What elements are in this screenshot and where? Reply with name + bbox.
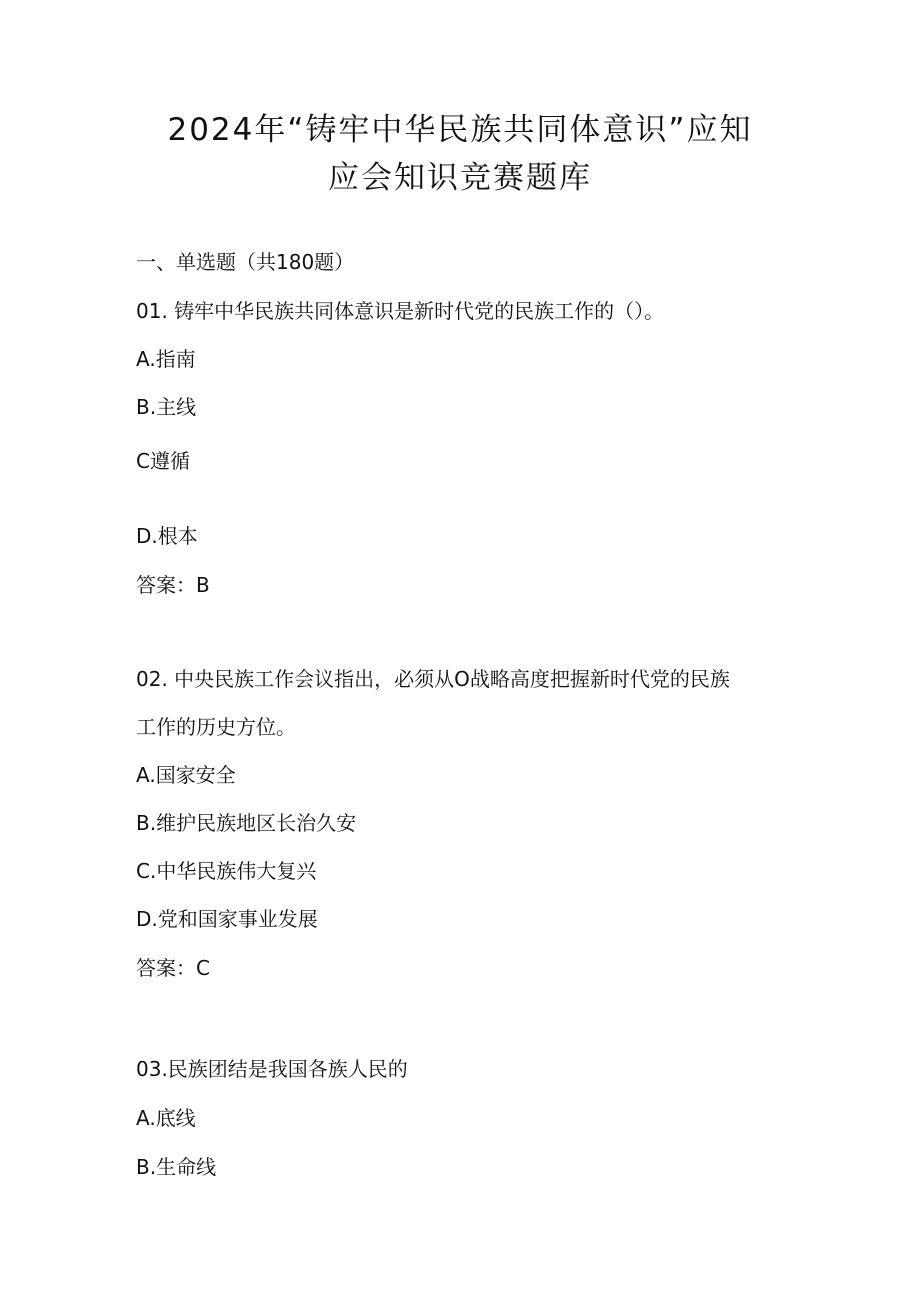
question-1-option-b: B.主线 xyxy=(136,395,197,419)
document-title-line-1: 2024年“铸牢中华民族共同体意识”应知 xyxy=(167,112,753,148)
question-1-option-c: C遵循 xyxy=(136,449,190,473)
question-2-stem-line-2: 工作的历史方位。 xyxy=(136,715,296,739)
question-1-answer: 答案：B xyxy=(136,573,210,597)
question-3-stem: 03.民族团结是我国各族人民的 xyxy=(136,1057,408,1081)
question-1-stem: 01. 铸牢中华民族共同体意识是新时代党的民族工作的（）。 xyxy=(136,299,665,323)
question-2-option-b: B.维护民族地区长治久安 xyxy=(136,811,357,835)
question-3-option-b: B.生命线 xyxy=(136,1155,217,1179)
document-title-line-2: 应会知识竞赛题库 xyxy=(328,160,592,196)
question-2-option-a: A.国家安全 xyxy=(136,763,236,787)
section-heading: 一、单选题（共180题） xyxy=(136,250,355,274)
question-3-option-a: A.底线 xyxy=(136,1106,196,1130)
question-1-option-a: A.指南 xyxy=(136,347,196,371)
question-1-option-d: D.根本 xyxy=(136,524,198,548)
question-2-stem-line-1: 02. 中央民族工作会议指出，必须从O战略高度把握新时代党的民族 xyxy=(136,667,730,691)
question-2-option-c: C.中华民族伟大复兴 xyxy=(136,859,317,883)
question-2-option-d: D.党和国家事业发展 xyxy=(136,907,318,931)
question-2-answer: 答案：C xyxy=(136,956,210,980)
